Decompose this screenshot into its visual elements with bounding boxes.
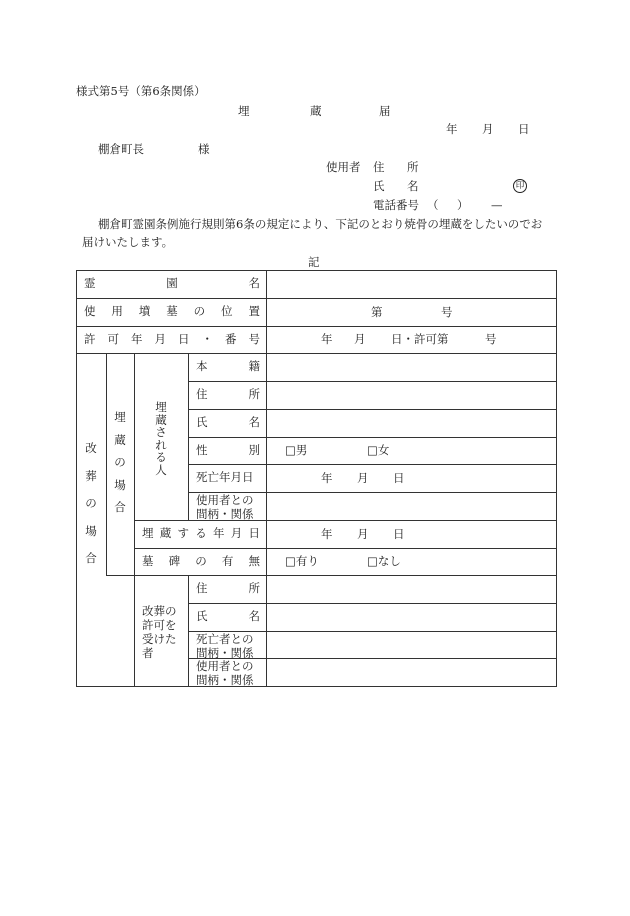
addressee (98, 142, 210, 156)
receiver-user-relation-label: 使用者との 間柄・関係 (196, 659, 254, 687)
applicant-name-label: 氏 名 (373, 179, 419, 193)
phone-label: 電話番号 (373, 198, 419, 212)
tombstone-label: 墓 碑 の 有 無 (142, 553, 260, 568)
addressee-name: 棚倉町長 (98, 142, 144, 156)
burial-date-field[interactable]: 年 月 日 (321, 526, 405, 541)
permit-receiver-label: 改葬の 許可を 受けた 者 (142, 604, 177, 660)
form-number: 様式第5号（第6条関係） (76, 84, 206, 98)
applicant-address-label: 住 所 (373, 160, 419, 174)
grave-go: 号 (441, 304, 453, 319)
buried-name-field[interactable] (267, 410, 556, 437)
receiver-address-field[interactable] (267, 576, 556, 603)
burial-case-label: 埋 蔵 の 場 合 (114, 410, 126, 514)
tombstone-field (267, 549, 556, 575)
cemetery-name-field[interactable] (267, 271, 556, 298)
sex-label: 性 別 (196, 442, 260, 457)
permit-date-number-label: 許 可 年 月 日 ・ 番 号 (84, 331, 260, 346)
grave-location-field[interactable] (267, 299, 556, 326)
reburial-case-label: 改 葬 の 場 合 (85, 441, 97, 565)
sex-female-checkbox[interactable]: □女 (367, 443, 390, 458)
honseki-label: 本 籍 (196, 359, 260, 374)
user-relation-field[interactable] (267, 493, 556, 520)
seal-icon: 印 (513, 179, 527, 193)
title-char-1: 埋 (238, 104, 250, 118)
title-char-3: 届 (379, 104, 391, 118)
honseki-field[interactable] (267, 354, 556, 381)
cemetery-name-label: 霊 園 名 (84, 276, 260, 291)
receiver-name-label: 氏 名 (196, 609, 260, 624)
date-day-label: 日 (518, 122, 530, 136)
ki-heading: 記 (308, 255, 320, 269)
receiver-user-relation-field[interactable] (267, 659, 556, 686)
buried-address-field[interactable] (267, 382, 556, 409)
date-year-label: 年 (446, 122, 458, 136)
title-char-2: 蔵 (310, 104, 322, 118)
deceased-relation-field[interactable] (267, 632, 556, 658)
tomb-yes-checkbox[interactable]: □有り (285, 554, 319, 569)
body-text-line-2: 届けいたします。 (82, 235, 174, 249)
deceased-relation-label: 死亡者との 間柄・関係 (196, 632, 254, 660)
addressee-honorific: 様 (198, 142, 210, 156)
sex-field (267, 438, 556, 464)
buried-name-label: 氏 名 (196, 415, 260, 430)
death-date-field[interactable]: 年 月 日 (321, 470, 405, 485)
buried-address-label: 住 所 (196, 387, 260, 402)
applicant-role-label: 使用者 (326, 160, 361, 174)
receiver-name-field[interactable] (267, 604, 556, 631)
sex-male-checkbox[interactable]: □男 (285, 443, 308, 458)
grave-dai: 第 (371, 304, 383, 319)
seal-mark (513, 179, 527, 193)
applicant-phone: 電話番号 （ ） — (373, 198, 503, 212)
body-text-line-1: 棚倉町霊園条例施行規則第6条の規定により、下記のとおり焼骨の埋蔵をしたいのでお (98, 217, 543, 231)
date-month-label: 月 (482, 122, 494, 136)
receiver-address-label: 住 所 (196, 581, 260, 596)
grave-location-label: 使 用 墳 墓 の 位 置 (84, 304, 260, 319)
death-date-label: 死亡年月日 (196, 470, 254, 485)
burial-date-label: 埋 蔵 す る 年 月 日 (142, 526, 260, 541)
user-relation-label: 使用者との 間柄・関係 (196, 493, 254, 521)
person-to-be-buried-label: 埋 蔵 さ れ る 人 (155, 400, 167, 477)
permit-date-number-field[interactable]: 年 月 日・許可第 号 (321, 332, 497, 347)
tomb-no-checkbox[interactable]: □なし (367, 554, 401, 569)
